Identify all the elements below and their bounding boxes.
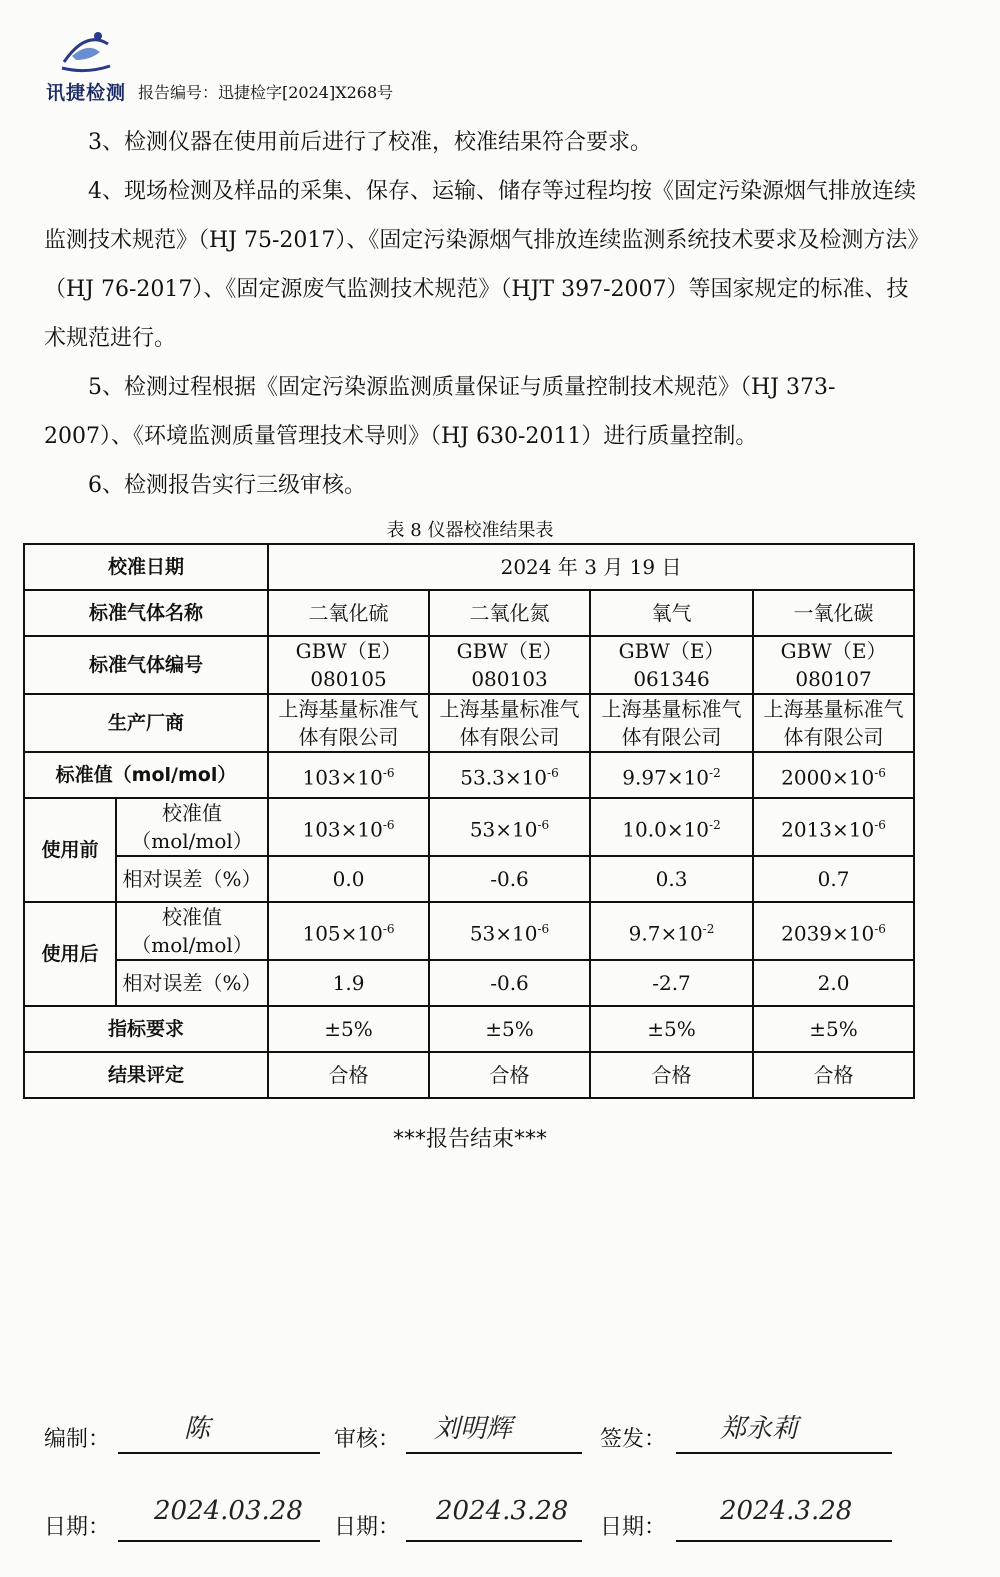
table-cell: GBW（E）080107 bbox=[753, 636, 914, 694]
group-header-after: 使用后 bbox=[24, 902, 116, 1006]
table-row bbox=[24, 960, 914, 1006]
table-row bbox=[24, 902, 914, 960]
table-cell: GBW（E）080103 bbox=[429, 636, 590, 694]
table-cell: $103\times 10^{-6}$ bbox=[268, 798, 429, 856]
table-cell: GBW（E）061346 bbox=[590, 636, 753, 694]
issue-signature: 郑永莉 bbox=[720, 1414, 799, 1444]
table-cell: $2039\times 10^{-6}$ bbox=[753, 902, 914, 960]
calibration-date: 2024 年 3 月 19 日 bbox=[268, 544, 914, 590]
row-header: 标准气体编号 bbox=[24, 636, 268, 694]
row-header: 结果评定 bbox=[24, 1052, 268, 1098]
review-label: 审核： bbox=[334, 1427, 401, 1452]
table-row bbox=[24, 590, 914, 636]
table-cell: $10.0\times 10^{-2}$ bbox=[590, 798, 753, 856]
note-paragraph: 6、检测报告实行三级审核。 bbox=[88, 473, 366, 498]
signature-line bbox=[676, 1452, 892, 1454]
issue-label: 签发： bbox=[600, 1427, 667, 1452]
group-header-before: 使用前 bbox=[24, 798, 116, 902]
table-row bbox=[24, 1006, 914, 1052]
row-header: 校准值（mol/mol） bbox=[116, 798, 268, 856]
table-row bbox=[24, 752, 914, 798]
table-cell: 上海基量标准气体有限公司 bbox=[753, 694, 914, 752]
table-cell: 上海基量标准气体有限公司 bbox=[268, 694, 429, 752]
issue-date: 2024.3.28 bbox=[720, 1496, 853, 1526]
compiled-signature: 陈 bbox=[184, 1414, 211, 1444]
table-cell: $9.97\times 10^{-2}$ bbox=[590, 752, 753, 798]
table-cell: 0.0 bbox=[268, 856, 429, 902]
review-date: 2024.3.28 bbox=[436, 1496, 569, 1526]
date-line bbox=[118, 1540, 320, 1542]
logo-text: 讯捷检测 bbox=[46, 82, 127, 104]
table-row bbox=[24, 544, 914, 590]
table-row bbox=[24, 1052, 914, 1098]
compiled-label: 编制： bbox=[44, 1427, 111, 1452]
table-cell: $103\times 10^{-6}$ bbox=[268, 752, 429, 798]
table-cell: $53\times 10^{-6}$ bbox=[429, 798, 590, 856]
table-cell: ±5% bbox=[590, 1006, 753, 1052]
company-logo bbox=[46, 18, 130, 104]
table-cell: 合格 bbox=[590, 1052, 753, 1098]
report-header bbox=[46, 18, 466, 104]
table-cell: $2013\times 10^{-6}$ bbox=[753, 798, 914, 856]
table-cell: 氧气 bbox=[590, 590, 753, 636]
row-header: 标准气体名称 bbox=[24, 590, 268, 636]
table-cell: 合格 bbox=[753, 1052, 914, 1098]
signature-line bbox=[118, 1452, 320, 1454]
table-cell: 一氧化碳 bbox=[753, 590, 914, 636]
table-row bbox=[24, 694, 914, 752]
logo-emblem-icon bbox=[54, 22, 118, 78]
table-row bbox=[24, 636, 914, 694]
row-header: 校准日期 bbox=[24, 544, 268, 590]
table-cell: -2.7 bbox=[590, 960, 753, 1006]
report-end-mark: ***报告结束*** bbox=[392, 1127, 547, 1152]
table-row bbox=[24, 856, 914, 902]
table-cell: $105\times 10^{-6}$ bbox=[268, 902, 429, 960]
table-cell: $53.3\times 10^{-6}$ bbox=[429, 752, 590, 798]
note-paragraph: 3、检测仪器在使用前后进行了校准，校准结果符合要求。 bbox=[88, 130, 652, 155]
row-header: 相对误差（%） bbox=[116, 960, 268, 1006]
table-cell: 1.9 bbox=[268, 960, 429, 1006]
review-signature: 刘明辉 bbox=[434, 1414, 513, 1444]
table-cell: 上海基量标准气体有限公司 bbox=[429, 694, 590, 752]
table-cell: $2000\times 10^{-6}$ bbox=[753, 752, 914, 798]
note-paragraph: 4、现场检测及样品的采集、保存、运输、储存等过程均按《固定污染源烟气排放连续监测技术规范》（HJ 75-2017）、《固定污染源烟气排放连续监测系统技术要求及检测方法》（HJ 76-2017）、《固定源废气监测技术规范》（HJT 397-2007）等国家规定的标准、技术规范进行。 bbox=[44, 179, 919, 351]
table-cell: 二氧化氮 bbox=[429, 590, 590, 636]
row-header: 标准值（mol/mol） bbox=[24, 752, 268, 798]
table-cell: $9.7\times 10^{-2}$ bbox=[590, 902, 753, 960]
notes-section bbox=[44, 118, 924, 510]
table-cell: 合格 bbox=[429, 1052, 590, 1098]
table-cell: ±5% bbox=[753, 1006, 914, 1052]
row-header: 校准值（mol/mol） bbox=[116, 902, 268, 960]
table-cell: -0.6 bbox=[429, 960, 590, 1006]
table-cell: 合格 bbox=[268, 1052, 429, 1098]
table-cell: ±5% bbox=[429, 1006, 590, 1052]
table-cell: 0.7 bbox=[753, 856, 914, 902]
table-cell: $53\times 10^{-6}$ bbox=[429, 902, 590, 960]
date-label: 日期： bbox=[600, 1515, 667, 1540]
calibration-table bbox=[23, 543, 915, 1099]
date-label: 日期： bbox=[44, 1515, 111, 1540]
date-line bbox=[676, 1540, 892, 1542]
table-cell: -0.6 bbox=[429, 856, 590, 902]
table-cell: 上海基量标准气体有限公司 bbox=[590, 694, 753, 752]
table-cell: ±5% bbox=[268, 1006, 429, 1052]
table-cell: 二氧化硫 bbox=[268, 590, 429, 636]
signature-line bbox=[406, 1452, 582, 1454]
note-paragraph: 5、检测过程根据《固定污染源监测质量保证与质量控制技术规范》（HJ 373-2007）、《环境监测质量管理技术导则》（HJ 630-2011）进行质量控制。 bbox=[44, 375, 836, 449]
table-cell: GBW（E）080105 bbox=[268, 636, 429, 694]
table-cell: 2.0 bbox=[753, 960, 914, 1006]
date-label: 日期： bbox=[334, 1515, 401, 1540]
date-line bbox=[406, 1540, 582, 1542]
table-row bbox=[24, 798, 914, 856]
compiled-date: 2024.03.28 bbox=[154, 1496, 303, 1526]
row-header: 生产厂商 bbox=[24, 694, 268, 752]
report-number: 报告编号：迅捷检字[2024]X268号 bbox=[138, 83, 394, 102]
table-title: 表 8 仪器校准结果表 bbox=[386, 520, 554, 541]
row-header: 指标要求 bbox=[24, 1006, 268, 1052]
table-cell: 0.3 bbox=[590, 856, 753, 902]
row-header: 相对误差（%） bbox=[116, 856, 268, 902]
